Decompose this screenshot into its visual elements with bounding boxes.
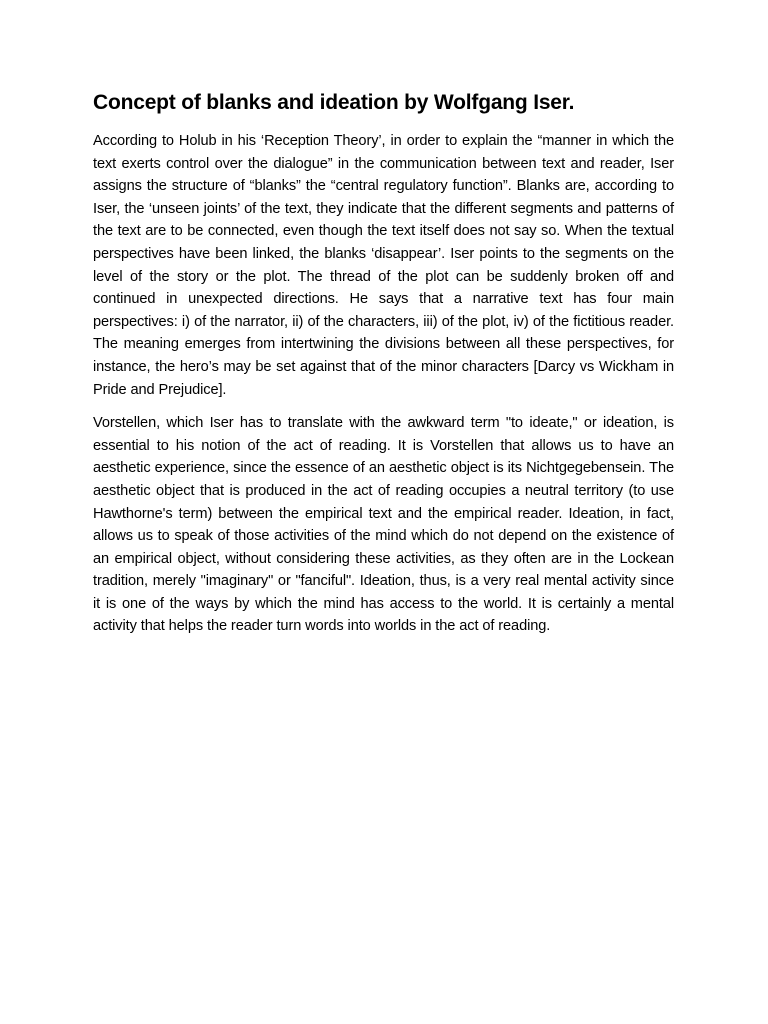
document-page bbox=[93, 88, 674, 649]
paragraph-ideation: Vorstellen, which Iser has to translate with the awkward term "to ideate," or ideation, is essential to his notion of the act of reading. It is Vorstellen that allows us to have an aesthetic experience, since the essence of an aesthetic object is its Nichtgegebensein. The aesthetic object that is produced in the act of reading occupies a neutral territory (to use Hawthorne's term) between the empirical text and the empirical reader. Ideation, in fact, allows us to speak of those activities of the mind which do not depend on the existence of an empirical object, without considering these activities, as they often are in the Lockean tradition, merely "imaginary" or "fanciful". Ideation, thus, is a very real mental activity since it is one of the ways by which the mind has access to the world. It is certainly a mental activity that helps the reader turn words into worlds in the act of reading. bbox=[93, 415, 674, 635]
document-title: Concept of blanks and ideation by Wolfgang Iser. bbox=[93, 91, 575, 114]
paragraph-blanks: According to Holub in his ‘Reception Theory’, in order to explain the “manner in which the text exerts control over the dialogue” in the communication between text and reader, Iser assigns the structure of “blanks” the “central regulatory function”. Blanks are, according to Iser, the ‘unseen joints’ of the text, they indicate that the different segments and patterns of the text are to be connected, even though the text itself does not say so. When the textual perspectives have been linked, the blanks ‘disappear’. Iser points to the segments on the level of the story or the plot. The thread of the plot can be suddenly broken off and continued in unexpected directions. He says that a narrative text has four main perspectives: i) of the narrator, ii) of the characters, iii) of the plot, iv) of the fictitious reader. The meaning emerges from intertwining the divisions between all these perspectives, for instance, the hero’s may be set against that of the minor characters [Darcy vs Wickham in Pride and Prejudice]. bbox=[93, 133, 674, 398]
